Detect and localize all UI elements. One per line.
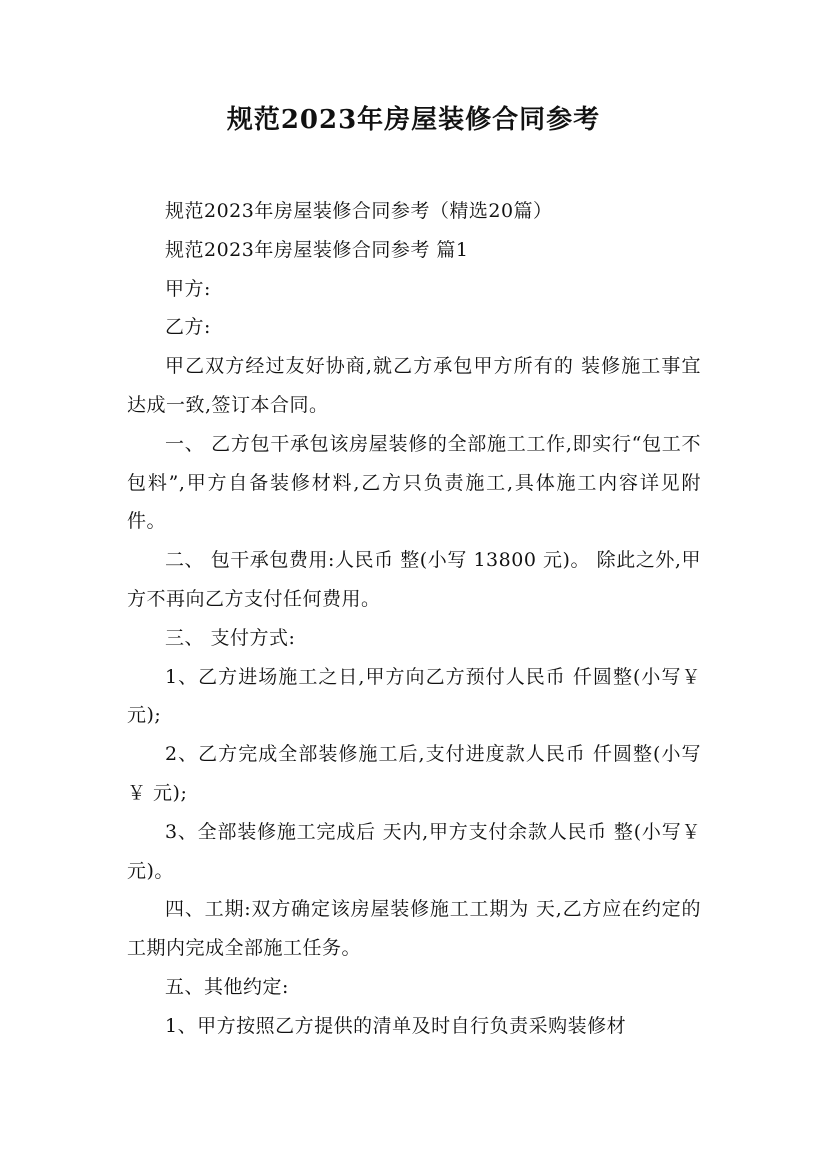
payment-item-3: 3、全部装修施工完成后 天内,甲方支付余款人民币 整(小写￥ 元)。 <box>127 820 701 882</box>
document-body <box>127 192 701 1046</box>
clause-1-paragraph: 一、 乙方包干承包该房屋装修的全部施工工作,即实行“包工不包料”,甲方自备装修材料,乙方只负责施工,具体施工内容详见附件。 <box>127 432 701 533</box>
party-b-line: 乙方: <box>165 316 211 339</box>
clause-3-heading: 三、 支付方式: <box>165 626 296 649</box>
party-a-line: 甲方: <box>165 277 211 300</box>
clause-2-paragraph: 二、 包干承包费用:人民币 整(小写 13800 元)。 除此之外,甲方不再向乙方支付任何费用。 <box>127 549 701 610</box>
section-heading: 规范2023年房屋装修合同参考 篇1 <box>165 238 469 261</box>
other-item-1: 1、甲方按照乙方提供的清单及时自行负责采购装修材 <box>165 1014 627 1037</box>
clause-5-heading: 五、其他约定: <box>165 975 289 998</box>
subtitle-paragraph: 规范2023年房屋装修合同参考（精选20篇） <box>165 200 553 222</box>
payment-item-1: 1、乙方进场施工之日,甲方向乙方预付人民币 仟圆整(小写￥ 元); <box>127 665 701 727</box>
document-title: 规范2023年房屋装修合同参考 <box>226 105 601 135</box>
clause-4-paragraph: 四、工期:双方确定该房屋装修施工工期为 天,乙方应在约定的工期内完成全部施工任务。 <box>127 898 701 960</box>
intro-paragraph: 甲乙双方经过友好协商,就乙方承包甲方所有的 装修施工事宜达成一致,签订本合同。 <box>127 355 701 416</box>
payment-item-2: 2、乙方完成全部装修施工后,支付进度款人民币 仟圆整(小写￥ 元); <box>127 743 701 804</box>
